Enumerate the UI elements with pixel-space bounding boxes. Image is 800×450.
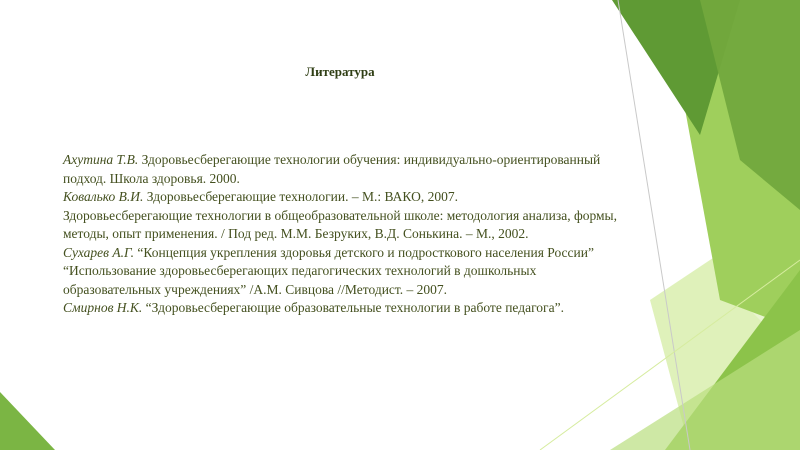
reference-text: Здоровьесберегающие технологии. – М.: ВАКО, 2007. bbox=[143, 189, 458, 204]
reference-item bbox=[63, 151, 623, 188]
references-list bbox=[63, 151, 623, 318]
green-wedge-bottom-left bbox=[0, 392, 55, 450]
reference-author: Смирнов Н.К. bbox=[63, 300, 143, 315]
reference-item bbox=[63, 188, 623, 207]
reference-author: Ковалько В.И. bbox=[63, 189, 144, 204]
reference-item bbox=[63, 262, 623, 299]
reference-author: Сухарев А.Г. bbox=[63, 244, 135, 260]
reference-text: “Использование здоровьесберегающих педагогических технологий в дошкольных образовательных учреждениях” /А.М. Сивцова //Методист. – 2007. bbox=[63, 263, 537, 297]
reference-text: Здоровьесберегающие технологии в общеобразовательной школе: методология анализа, формы, методы, опыт применения. / Под ред. М.М. Безруких, В.Д. Сонькина. – М., 2002. bbox=[63, 207, 617, 241]
reference-author: Ахутина Т.В. bbox=[63, 152, 139, 167]
reference-item bbox=[63, 207, 623, 244]
reference-item bbox=[63, 299, 623, 318]
slide-title: Литература bbox=[305, 64, 375, 79]
reference-item bbox=[63, 244, 623, 263]
reference-text: “Здоровьесберегающие образовательные технологии в работе педагога”. bbox=[142, 300, 564, 315]
reference-text: “Концепция укрепления здоровья детского и подросткового населения России” bbox=[134, 244, 594, 260]
reference-text: Здоровьесберегающие технологии обучения: индивидуально-ориентированный подход. Школа здоровья. 2000. bbox=[63, 152, 601, 186]
